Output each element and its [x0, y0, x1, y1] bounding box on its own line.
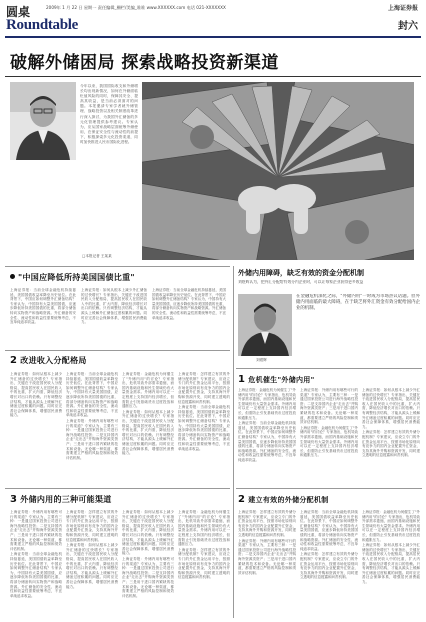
feature-title: 外储内用障碍，缺乏有效的资金分配机制 [238, 269, 364, 277]
expert-caption: 刘煜辉 [256, 358, 267, 362]
divider [5, 350, 230, 351]
article-column: 上海证券报：金融危机为何催生了"外储内用"的讨论？专家指出，危机导致外部需求萎缩，而国内基础设施和民生领域仍有大量资金需求。外储内用可以在一定程度上支持国内经济增长，但需防止引发基础货币过度投放和通胀压力。 上海证券报：怎样建立有效的外储分配机制？专家建议，应设立专门的外汇资金运用平台，按照市场化原则向有竞争力的国内企业配置外汇资金，支持其海外并购和资源开发，同时建立透明的信息披露和问责机制。 [178, 510, 230, 580]
article-column: 上海证券报：如何从根本上减少外汇储备的过快增长？专家指出，关键在于改进国民收入分配格局，提高居民收入在国民收入中的比重，扩大内需，降低经济增长对出口的依赖。只有调整经济结构，才能从源头上缓解外汇储备过度积累的问题。同时应完善社会保障体系，增强居民消费能力。 上海证券报：怎样建立有效的外储分配机制？专家建议，应设立专门的外汇资金运用平台，按照市场化原则向有竞争力的国内企业配置外汇资金，支持其海外并购和资源开发，同时建立透明的信息披露和问责机制。 [362, 388, 420, 458]
article-column: 上海证券报：如何从根本上减少外汇储备的过快增长？专家指出，关键在于改进国民收入分配格局，提高居民收入在国民收入中的比重，扩大内需，降低经济增长对出口的依赖。只有调整经济结构，才能从源头上缓解外汇储备过度积累的问题。同时应完善社会保障体系，增强居民消费能力。 [81, 288, 147, 325]
section-title: Roundtable [6, 17, 79, 33]
section-heading-1: "中国应降低所持美国国债比重" [10, 272, 135, 283]
main-headline: 破解外储困局 探索战略投资新渠道 [10, 53, 279, 73]
article-column: 上海证券报：金融危机为何催生了"外储内用"的讨论？专家指出，危机导致外部需求萎缩，而国内基础设施和民生领域仍有大量资金需求。外储内用可以在一定程度上支持国内经济增长，但需防止引发基础货币过度投放和通胀压力。 上海证券报：如何从根本上减少外汇储备的过快增长？专家指出，关键在于改进国民收入分配格局，提高居民收入在国民收入中的比重，扩大内需，降低经济增长对出口的依赖。只有调整经济结构，才能从源头上缓解外汇储备过度积累的问题。同时应完善社会保障体系，增强居民消费能力。 [362, 510, 420, 584]
section-heading-4: 1 危机催生"外储内用" [238, 374, 315, 385]
masthead [0, 0, 426, 38]
pull-quote: 在金融危机深化之际，"外储内用"一时成为市场热议话题。但外储内用面临的最大障碍，在于缺乏将外汇资金有效分配给国内企业的机制。 [296, 294, 420, 311]
article-column: 上海证券报：如何从根本上减少外汇储备的过快增长？专家指出，关键在于改进国民收入分配格局，提高居民收入在国民收入中的比重，扩大内需，降低经济增长对出口的依赖。只有调整经济结构，才能从源头上缓解外汇储备过度积累的问题。同时应完善社会保障体系，增强居民消费能力。 上海证券报：外储内用有哪些可行的渠道？专家认为，主要有三种：一是通过国家投资公司进行海外战略性投资；二是支持国内企业"走出去"并购海外资源类资产；三是用于进口国内紧缺的技术和设备。无论哪一种渠道，都需要建立严格的风险控制和绩效评估机制。 [122, 510, 174, 598]
article-column: 上海证券报：外储内用有哪些可行的渠道？专家认为，主要有三种：一是通过国家投资公司进行海外战略性投资；二是支持国内企业"走出去"并购海外资源类资产；三是用于进口国内紧缺的技术和设备。无论哪一种渠道，都需要建立严格的风险控制和绩效评估机制。 上海证券报：金融危机为何催生了"外储内用"的讨论？专家指出，危机导致外部需求萎缩，而国内基础设施和民生领域仍有大量资金需求。外储内用可以在一定程度上支持国内经济增长，但需防止引发基础货币过度投放和通胀压力。 [300, 388, 358, 458]
paper-name: 上海证券报 [387, 5, 418, 12]
article-column: 上海证券报：当前全球金融危机持续蔓延，美国国债收益率降至历史低位。在此背景下，中国应如何调整外汇储备结构？专家认为，中国持有大量美国国债，应逐步降低所持美国国债的比重，将部分储备转向实物资产和战略资源。外汇储备的安全性、流动性和收益性需要统筹考虑，不宜单纯追求收益。 [152, 288, 226, 320]
divider [236, 488, 422, 489]
banknotes-photo [142, 82, 414, 260]
article-column: 上海证券报：当前全球金融危机持续蔓延，美国国债收益率降至历史低位。在此背景下，中国应如何调整外汇储备结构？专家认为，中国持有大量美国国债，应逐步降低所持美国国债的比重，将部分储备转向实物资产和战略资源。外汇储备的安全性、流动性和收益性需要统筹考虑，不宜单纯追求收益。 上海证券报：外储内用有哪些可行的渠道？专家认为，主要有三种：一是通过国家投资公司进行海外战略性投资；二是支持国内企业"走出去"并购海外资源类资产；三是用于进口国内紧缺的技术和设备。无论哪一种渠道，都需要建立严格的风险控制和绩效评估机制。 [66, 372, 118, 460]
expert-portrait [238, 294, 292, 356]
portrait-photo [10, 82, 76, 160]
divider [5, 488, 230, 489]
column-divider [233, 266, 234, 618]
divider [5, 266, 230, 267]
article-column: 上海证券报：如何从根本上减少外汇储备的过快增长？专家指出，关键在于改进国民收入分配格局，提高居民收入在国民收入中的比重，扩大内需，降低经济增长对出口的依赖。只有调整经济结构，才能从源头上缓解外汇储备过度积累的问题。同时应完善社会保障体系，增强居民消费能力。 [10, 372, 62, 418]
lead-text: 今年以来，我国国际收支和外储增长均出现新情况，如何在外储面临贬值风险的同时，保障其安全、提高其收益，是当前必须面对的问题。本报邀请专家学者就外储管理、战略投资以及相关制度改革进行深入探讨，为我国外汇储备的多元化管理提供参考建议。专家认为，应从国家战略层面统筹外储使用，在保证安全性与流动性的前提下，积极探索多元化投资渠道，同时加快推进人民币国际化进程。 [80, 84, 138, 145]
section-heading-3: 3 外储内用的三种可能渠道 [10, 494, 112, 505]
article-column: 上海证券报：金融危机为何催生了"外储内用"的讨论？专家指出，危机导致外部需求萎缩，而国内基础设施和民生领域仍有大量资金需求。外储内用可以在一定程度上支持国内经济增长，但需防止引发基础货币过度投放和通胀压力。 上海证券报：如何从根本上减少外汇储备的过快增长？专家指出，关键在于改进国民收入分配格局，提高居民收入在国民收入中的比重，扩大内需，降低经济增长对出口的依赖。只有调整经济结构，才能从源头上缓解外汇储备过度积累的问题。同时应完善社会保障体系，增强居民消费能力。 [122, 372, 174, 456]
masthead-rule [5, 36, 421, 38]
article-column: 上海证券报：金融危机为何催生了"外储内用"的讨论？专家指出，危机导致外部需求萎缩，而国内基础设施和民生领域仍有大量资金需求。外储内用可以在一定程度上支持国内经济增长，但需防止引发基础货币过度投放和通胀压力。 上海证券报：当前全球金融危机持续蔓延，美国国债收益率降至历史低位。在此背景下，中国应如何调整外汇储备结构？专家认为，中国持有大量美国国债，应逐步降低所持美国国债的比重，将部分储备转向实物资产和战略资源。外汇储备的安全性、流动性和收益性需要统筹考虑，不宜单纯追求收益。 [238, 388, 296, 462]
feature-deck: 刘煜辉认为，把外汇分配给有效分内企业时，可以让每家企业获得更多收益 [238, 280, 364, 284]
article-column: 上海证券报：当前全球金融危机持续蔓延，美国国债收益率降至历史低位。在此背景下，中国应如何调整外汇储备结构？专家认为，中国持有大量美国国债，应逐步降低所持美国国债的比重，将部分储备转向实物资产和战略资源。外汇储备的安全性、流动性和收益性需要统筹考虑，不宜单纯追求收益。 上海证券报：怎样建立有效的外储分配机制？专家建议，应设立专门的外汇资金运用平台，按照市场化原则向有竞争力的国内企业配置外汇资金，支持其海外并购和资源开发，同时建立透明的信息披露和问责机制。 [300, 510, 358, 580]
article-column: 上海证券报：当前全球金融危机持续蔓延，美国国债收益率降至历史低位。在此背景下，中国应如何调整外汇储备结构？专家认为，中国持有大量美国国债，应逐步降低所持美国国债的比重，将部分储备转向实物资产和战略资源。外汇储备的安全性、流动性和收益性需要统筹考虑，不宜单纯追求收益。 [10, 288, 76, 325]
article-column: 上海证券报：外储内用有哪些可行的渠道？专家认为，主要有三种：一是通过国家投资公司进行海外战略性投资；二是支持国内企业"走出去"并购海外资源类资产；三是用于进口国内紧缺的技术和设备。无论哪一种渠道，都需要建立严格的风险控制和绩效评估机制。 上海证券报：当前全球金融危机持续蔓延，美国国债收益率降至历史低位。在此背景下，中国应如何调整外汇储备结构？专家认为，中国持有大量美国国债，应逐步降低所持美国国债的比重，将部分储备转向实物资产和战略资源。外汇储备的安全性、流动性和收益性需要统筹考虑，不宜单纯追求收益。 [10, 510, 62, 598]
article-column: 上海证券报：怎样建立有效的外储分配机制？专家建议，应设立专门的外汇资金运用平台，按照市场化原则向有竞争力的国内企业配置外汇资金，支持其海外并购和资源开发，同时建立透明的信息披露和问责机制。 上海证券报：当前全球金融危机持续蔓延，美国国债收益率降至历史低位。在此背景下，中国应如何调整外汇储备结构？专家认为，中国持有大量美国国债，应逐步降低所持美国国债的比重，将部分储备转向实物资产和战略资源。外汇储备的安全性、流动性和收益性需要统筹考虑，不宜单纯追求收益。 [178, 372, 230, 451]
page-number: 封六 [398, 21, 418, 32]
issue-info: 2009年 1 月 22 日 星期一 责任编辑_栅栏/美编_谁谁 www.XXXXXX.com 电话 021-XXXXXXX [46, 5, 226, 10]
bullet-icon [10, 274, 15, 279]
masthead-logo: 圆桌 [6, 5, 31, 19]
lead-byline: □本报记者 王某某 [82, 254, 112, 258]
article-column: 上海证券报：怎样建立有效的外储分配机制？专家建议，应设立专门的外汇资金运用平台，按照市场化原则向有竞争力的国内企业配置外汇资金，支持其海外并购和资源开发，同时建立透明的信息披露和问责机制。 上海证券报：外储内用有哪些可行的渠道？专家认为，主要有三种：一是通过国家投资公司进行海外战略性投资；二是支持国内企业"走出去"并购海外资源类资产；三是用于进口国内紧缺的技术和设备。无论哪一种渠道，都需要建立严格的风险控制和绩效评估机制。 [238, 510, 296, 575]
divider [236, 368, 422, 369]
headline-divider [5, 76, 421, 77]
article-column: 上海证券报：怎样建立有效的外储分配机制？专家建议，应设立专门的外汇资金运用平台，按照市场化原则向有竞争力的国内企业配置外汇资金，支持其海外并购和资源开发，同时建立透明的信息披露和问责机制。 上海证券报：如何从根本上减少外汇储备的过快增长？专家指出，关键在于改进国民收入分配格局，提高居民收入在国民收入中的比重，扩大内需，降低经济增长对出口的依赖。只有调整经济结构，才能从源头上缓解外汇储备过度积累的问题。同时应完善社会保障体系，增强居民消费能力。 [66, 510, 118, 589]
section-heading-5: 2 建立有效的外储分配机制 [238, 494, 329, 505]
section-heading-2: 2 改进收入分配格局 [10, 355, 87, 366]
